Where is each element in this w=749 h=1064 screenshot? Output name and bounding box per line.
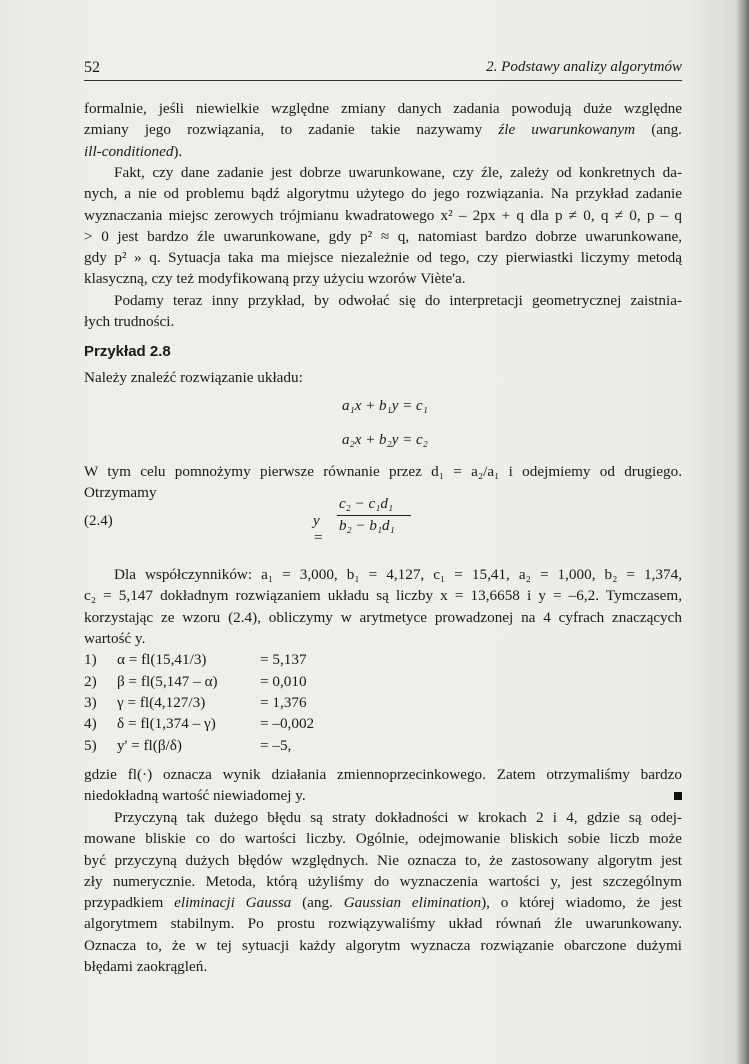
text-line: zmiany jego rozwiązania, to zadanie takie nazywamy źle uwarunkowanym (ang. (84, 121, 682, 139)
fraction-bar (337, 515, 411, 516)
paragraph-intro (84, 98, 682, 162)
text-line: Dla współczynników: a₁ = 3,000, b₁ = 4,127, c₁ = 15,41, a₂ = 1,000, b₂ = 1,374, (114, 566, 682, 583)
formula-lhs: y = (313, 513, 324, 546)
paragraph-geometric (84, 290, 682, 333)
page-number: 52 (84, 59, 100, 76)
text-line: przypadkiem eliminacji Gaussa (ang. Gaussian elimination), o której wiadomo, że jest (84, 894, 682, 912)
text-line: Otrzymamy (84, 484, 157, 502)
text-line: klasyczną, czy też modyfikowaną przy użyciu wzorów Viète'a. (84, 270, 466, 288)
example-heading: Przykład 2.8 (84, 343, 171, 360)
formula-numerator: c₂ − c₁d₁ (339, 496, 394, 512)
text-line: korzystając ze wzoru (2.4), obliczymy w arytmetyce prowadzonej na 4 cyfrach znaczących (84, 608, 682, 626)
running-head: 2. Podstawy analizy algorytmów (486, 59, 682, 75)
formula-denominator: b₂ − b₁d₁ (339, 518, 395, 534)
text-line: W tym celu pomnożymy pierwsze równanie przez d₁ = a₂/a₁ i odejmiemy od drugiego. (84, 463, 682, 480)
text-line: formalnie, jeśli niewielkie względne zmiany danych zadania powodują duże względne (84, 100, 682, 117)
formula-number: (2.4) (84, 513, 113, 529)
text-line: mowane bliskie co do wartości liczby. Ogólnie, odejmowanie bliskich sobie liczb może (84, 830, 682, 848)
equation-1: a₁x + b₁y = c₁ (342, 398, 428, 414)
example-conclusion (84, 764, 682, 807)
text-line: Podamy teraz inny przykład, by odwołać się do interpretacji geometrycznej zaistnia- (114, 292, 682, 309)
text-line: Należy znaleźć rozwiązanie układu: (84, 369, 303, 386)
book-page: 52 2. Podstawy analizy algorytmów formalnie, jeśli niewielkie względne zmiany danych zadania powodują duże względne zmiany jego rozwiązania, to zadanie takie nazywamy źle uwarunkowanym (ang. ill-conditioned). Fakt, czy dane zadanie jest dobrze uwarunkowane, czy źle, zależy od konkretnych da- nych, a nie od problemu bądź algorytmu użytego do jego rozwiązania. Na przykład zadanie wyznaczania miejsc zerowych trójmianu kwadratowego x² – 2px + q dla p ≠ 0, q ≠ 0, p – q > 0 jest bardzo źle uwarunkowane, gdy p² ≈ q, natomiast bardzo dobrze uwarunkowane, gdy p² » q. Sytuacja taka ma miejsce niezależnie od tego, czy pierwiastki liczymy metodą klasyczną, czy też modyfikowaną przy użyciu wzorów Viète'a. Podamy teraz inny przykład, by odwołać się do interpretacji geometrycznej zaistnia- łych trudności. Przykład 2.8 Należy znaleźć rozwiązanie układu: a₁x + b₁y = c₁ a₂x + b₂y = c₂ W tym celu pomnożymy pierwsze równanie przez d₁ = a₂/a₁ i odejmiemy od drugiego. Otrzymamy (2.4) y = c₂ − c₁d₁ b₂ − b₁d₁ Dla współczynników: a₁ = 3,000, b₁ = 4,127, c₁ = 15,41, a₂ = 1,000, b₂ = 1,374, c₂ = 5,147 dokładnym rozwiązaniem układu są liczby x = 13,6658 i y = –6,2. Tymczasem, korzystając ze wzoru (2.4), obliczymy w arytmetyce prowadzonej na 4 cyfrach znaczących wartość y. 1) α = fl(15,41/3) = 5,137 2) β = fl(5,147 – α) = 0,010 3) γ = fl(4,127/3) = 1,376 4) δ = fl(1,374 – γ) = –0,002 5) y' = fl(β/δ) = –5, gdzie fl(·) oznacza wynik działania zmiennoprzecinkowego. Zatem otrzymaliśmy bardzo niedokładną wartość niewiadomej y. Przyczyną tak dużego błędu są straty dokładności w krokach 2 i 4, gdzie są odej- mowane bliskie co do wartości liczby. Ogólnie, odejmowanie bliskich sobie liczb może być przyczyną dużych błędów względnych. Nie oznacza to, że zastosowany algorytm jest zły numerycznie. Metoda, którą użyliśmy do wyznaczenia wartości y, jest szczególnym przypadkiem eliminacji Gaussa (ang. Gaussian elimination), o której wiadomo, że jest algorytmem stabilnym. Po prostu rozwiązywaliśmy układ równań źle uwarunkowany. Oznacza to, że w tej sytuacji każdy algorytm wyznacza rozwiązanie obarczone dużymi błędami zaokrągleń. (0, 0, 742, 1064)
book-spine-shadow (737, 0, 749, 1064)
text-line: gdy p² » q. Sytuacja taka ma miejsce niezależnie od tego, czy pierwiastki liczymy metodą (84, 249, 682, 267)
example-coefficients (84, 564, 682, 649)
text-line: c₂ = 5,147 dokładnym rozwiązaniem układu są liczby x = 13,6658 i y = –6,2. Tymczasem, (84, 587, 682, 605)
text-line: zły numerycznie. Metoda, którą użyliśmy do wyznaczenia wartości y, jest szczególnym (84, 872, 682, 890)
text-line: nych, a nie od problemu bądź algorytmu użytego do jego rozwiązania. Na przykład zadanie (84, 185, 682, 203)
text-line: łych trudności. (84, 313, 175, 331)
text-line: algorytmem stabilnym. Po prostu rozwiązywaliśmy układ równań źle uwarunkowany. (84, 915, 682, 933)
paragraph-conditioning (84, 162, 682, 290)
text-line: wartość y. (84, 629, 146, 647)
end-of-example-marker (674, 792, 682, 800)
equation-2: a₂x + b₂y = c₂ (342, 432, 428, 448)
text-line: gdzie fl(·) oznacza wynik działania zmiennoprzecinkowego. Zatem otrzymaliśmy bardzo (84, 766, 682, 783)
text-line: wyznaczania miejsc zerowych trójmianu kwadratowego x² – 2px + q dla p ≠ 0, q ≠ 0, p – q (84, 206, 682, 224)
text-line: > 0 jest bardzo źle uwarunkowane, gdy p² ≈ q, natomiast bardzo dobrze uwarunkowane, (84, 227, 682, 245)
paragraph-explanation (84, 807, 682, 977)
text-line: Oznacza to, że w tej sytuacji każdy algorytm wyznacza rozwiązanie obarczone dużymi (84, 936, 682, 954)
text-line: błędami zaokrągleń. (84, 958, 208, 976)
text-line: ill-conditioned). (84, 142, 183, 160)
example-intro (84, 367, 682, 388)
page-header (84, 56, 682, 81)
text-line: niedokładną wartość niewiadomej y. (84, 785, 682, 806)
text-line: Fakt, czy dane zadanie jest dobrze uwarunkowane, czy źle, zależy od konkretnych da- (114, 164, 682, 181)
text-line: być przyczyną dużych błędów względnych. Nie oznacza to, że zastosowany algorytm jest (84, 851, 682, 869)
text-line: Przyczyną tak dużego błędu są straty dokładności w krokach 2 i 4, gdzie są odej- (114, 809, 682, 826)
